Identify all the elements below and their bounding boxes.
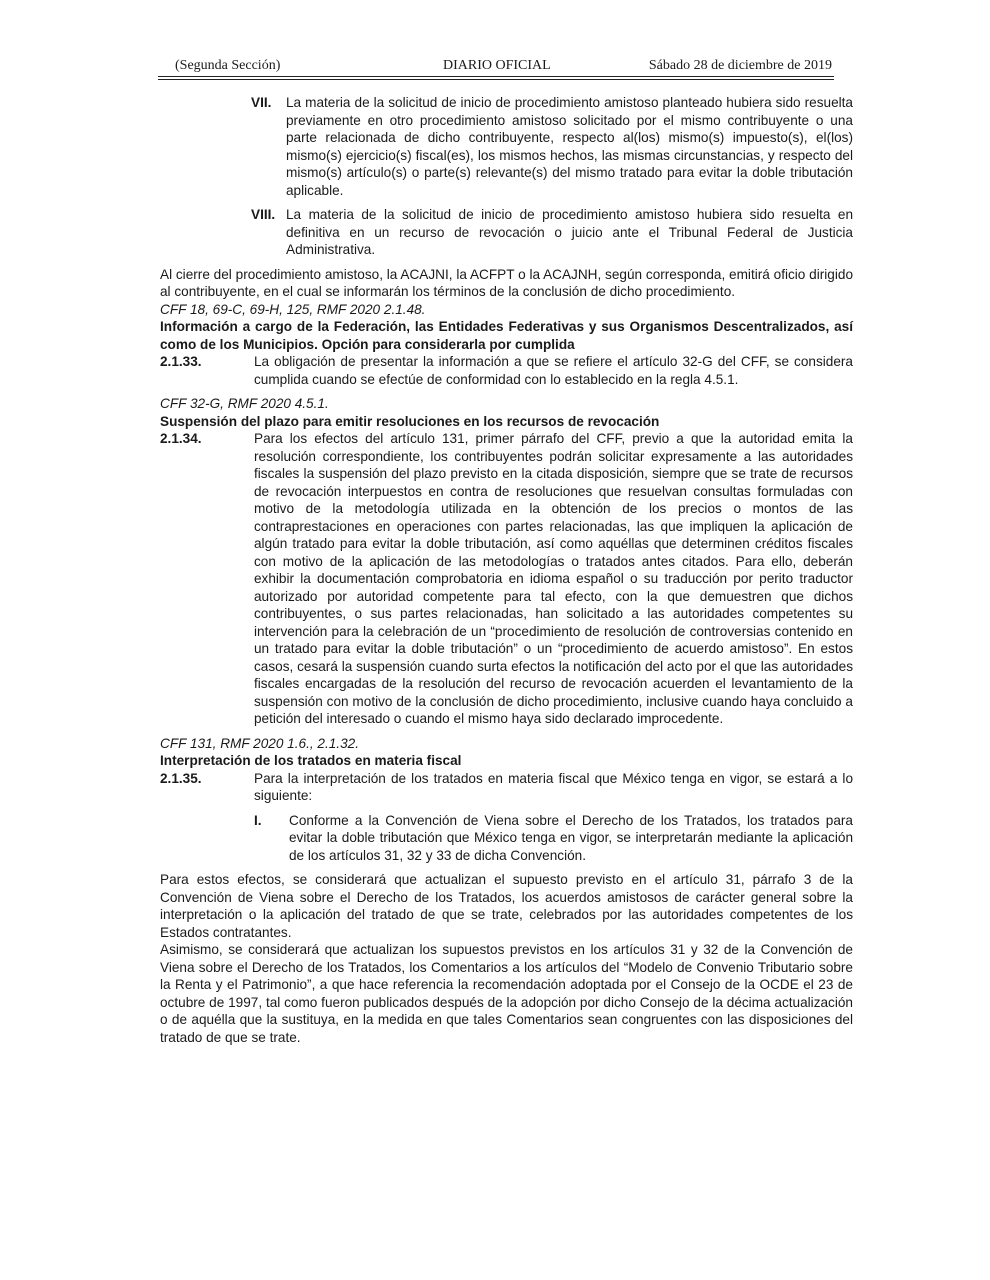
rule-title-2-1-35: Interpretación de los tratados en materia fiscal — [160, 753, 462, 768]
sub-paragraph: Para estos efectos, se considerará que actualizan el supuesto previsto en el artículo 31, párrafo 3 de la Convención de Viena sobre el Derecho de los Tratados, los acuerdos amistosos de carácter general sobre la interpretación o la aplicación del tratado de que se trate, celebrados por las autoridades competentes de los Estados contratantes. — [160, 872, 853, 940]
rule-number: 2.1.34. — [160, 431, 202, 446]
list-item-text: Conforme a la Convención de Viena sobre el Derecho de los Tratados, los tratados para evitar la doble tributación que México tenga en vigor, se interpretarán mediante la aplicación de los artículos 31, 32 y 33 de dicha Convención. — [289, 812, 853, 863]
legal-reference: CFF 32-G, RMF 2020 4.5.1. — [160, 396, 329, 411]
legal-reference: CFF 18, 69-C, 69-H, 125, RMF 2020 2.1.48. — [160, 301, 426, 317]
header-publication: DIARIO OFICIAL — [443, 58, 551, 73]
sub-paragraph: Asimismo, se considerará que actualizan los supuestos previstos en los artículos 31 y 32 de la Convención de Viena sobre el Derecho de los Tratados, los Comentarios a los artículos del “Modelo de Convenio Tributario sobre la Renta y el Patrimonio”, a que hace referencia la recomendación adoptada por el Consejo de la OCDE el 23 de octubre de 1997, tal como fueron publicados después de la adopción por dicho Consejo de la décima actualización o de aquélla que la sustituya, en la medida en que tales Comentarios sean congruentes con las disposiciones del tratado de que se trate. — [160, 942, 853, 1045]
list-item-i — [254, 812, 853, 865]
rule-number: 2.1.33. — [160, 354, 202, 369]
page-header — [158, 56, 834, 78]
list-item-text: La materia de la solicitud de inicio de procedimiento amistoso hubiera sido resuelta en definitiva en un recurso de revocación o juicio ante el Tribunal Federal de Justicia Administrativa. — [286, 207, 853, 257]
rule-text: La obligación de presentar la información a que se refiere el artículo 32-G del CFF, se considera cumplida cuando se efectúe de conformidad con lo establecido en la regla 4.5.1. — [254, 354, 853, 387]
list-item-vii — [251, 94, 853, 199]
document-body — [160, 94, 853, 1046]
rule-title-2-1-33: Información a cargo de la Federación, las Entidades Federativas y sus Organismos Descentralizados, así como de los Municipios. Opción para considerarla por cumplida — [160, 319, 853, 352]
list-item-text: La materia de la solicitud de inicio de procedimiento amistoso planteado hubiera sido resuelta previamente en otro procedimiento amistoso solicitado por el mismo contribuyente o una parte relacionada de dicho contribuyente, respecto al(los) mismo(s) impuesto(s), el(los) mismo(s) ejercicio(s) fiscal(es), los mismos hechos, las mismas circunstancias, y respecto del mismo(s) artículo(s) o parte(s) relevante(s) del mismo tratado para evitar la doble tributación aplicable. — [286, 95, 853, 198]
rule-text: Para la interpretación de los tratados en materia fiscal que México tenga en vigor, se estará a lo siguiente: — [254, 770, 853, 803]
list-item-viii — [251, 206, 853, 259]
rule-2-1-33 — [160, 353, 853, 388]
header-date: Sábado 28 de diciembre de 2019 — [648, 58, 832, 73]
list-item-label: I. — [254, 812, 262, 828]
rule-number: 2.1.35. — [160, 770, 202, 786]
rule-2-1-35 — [160, 770, 853, 805]
list-item-label: VIII. — [251, 207, 276, 222]
rule-title-2-1-34: Suspensión del plazo para emitir resoluciones en los recursos de revocación — [160, 413, 660, 429]
rule-text: Para los efectos del artículo 131, primer párrafo del CFF, previo a que la autoridad emita la resolución correspondiente, los contribuyentes podrán solicitar expresamente a las autoridades fiscales la suspensión del plazo previsto en la citada disposición, siempre que se trate de recursos de revocación interpuestos en contra de resoluciones que resuelvan consultas formuladas con motivo de la metodología utilizada en la obtención de los precios o montos de las contraprestaciones en operaciones con partes relacionadas, las que impliquen la aplicación de algún tratado para evitar la doble tributación, así como aquéllas que determinen créditos fiscales con motivo de la aplicación de las metodologías o tratados antes citados. Para ello, deberán exhibir la documentación comprobatoria en idioma español o su traducción por perito traductor autorizado por autoridad competente para tal efecto, con la que demuestren que dichos contribuyentes, o sus partes relacionadas, han solicitado a las autoridades competentes su intervención para la celebración de un “procedimiento de resolución de controversias contenido en un tratado para evitar la doble tributación” o un “procedimiento de acuerdo amistoso”. En estos casos, cesará la suspensión cuando surta efectos la notificación del acto por el que las autoridades fiscales encargadas de la resolución del recurso de revocación acuerden el levantamiento de la suspensión con motivo de la conclusión de dicho procedimiento, inclusive cuando haya concluido a petición del interesado o cuando el mismo haya sido declarado improcedente. — [254, 431, 853, 726]
legal-reference: CFF 131, RMF 2020 1.6., 2.1.32. — [160, 735, 359, 751]
header-section: (Segunda Sección) — [175, 58, 281, 73]
list-item-label: VII. — [251, 95, 272, 110]
rule-2-1-34 — [160, 430, 853, 728]
header-rule-bottom — [158, 79, 834, 80]
header-rule-top — [158, 76, 834, 77]
closing-paragraph: Al cierre del procedimiento amistoso, la ACAJNI, la ACFPT o la ACAJNH, según corresponda, emitirá oficio dirigido al contribuyente, en el cual se informarán los términos de la conclusión de dicho procedimiento. — [160, 266, 853, 299]
